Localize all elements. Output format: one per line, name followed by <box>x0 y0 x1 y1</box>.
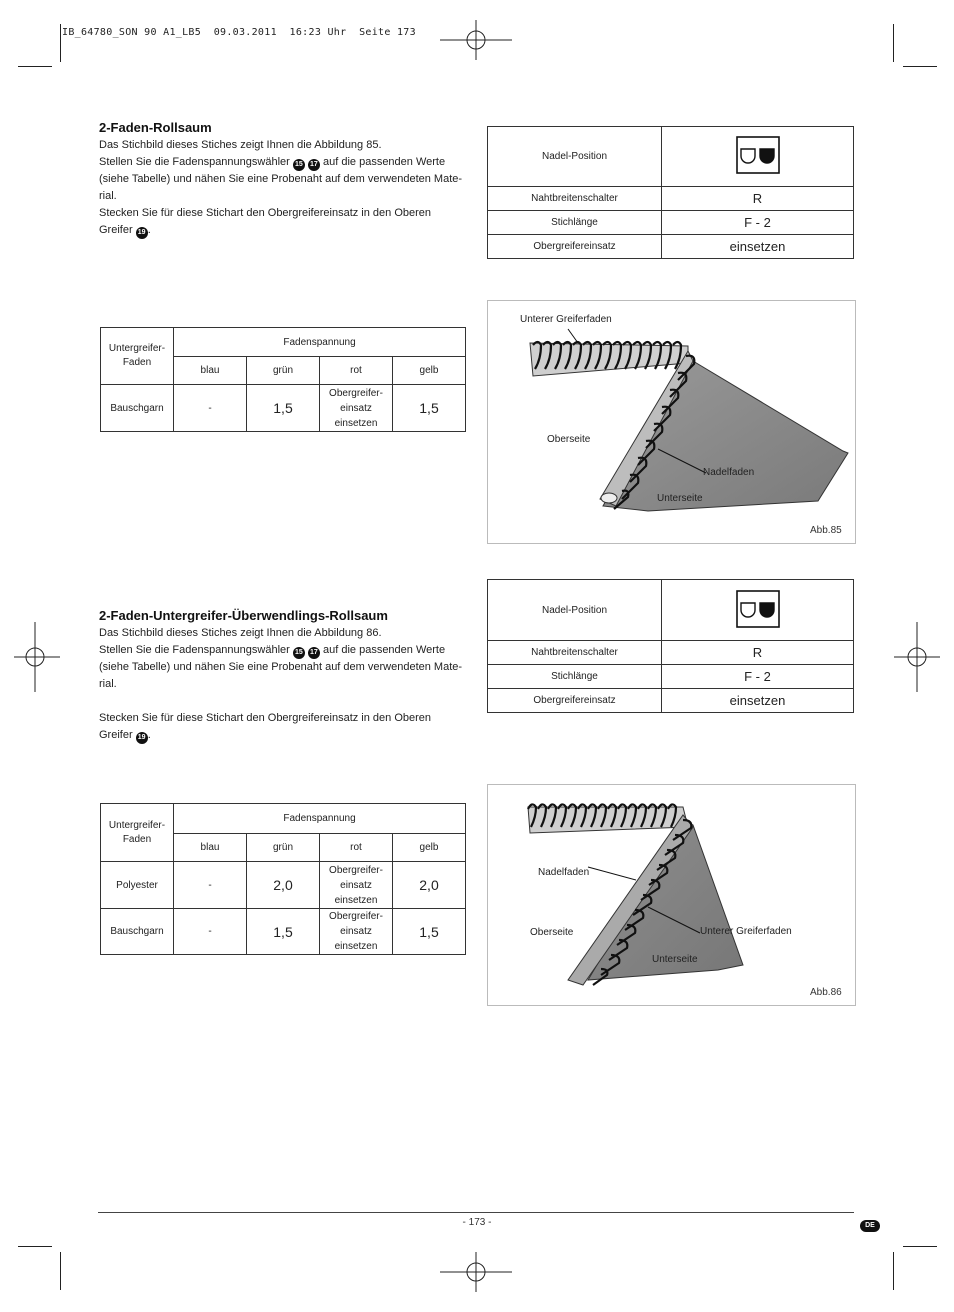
thread-cell: Polyester <box>101 862 174 909</box>
figure-86-label-lower-looper: Unterer Greiferfaden <box>700 926 792 937</box>
figure-86 <box>487 784 856 1006</box>
tension-table-2 <box>100 803 466 955</box>
col-gruen: grün <box>247 357 320 385</box>
crop-mark <box>18 66 52 67</box>
thread-cell: Bauschgarn <box>101 385 174 432</box>
registration-mark-right <box>894 622 940 692</box>
settings-table-2 <box>487 579 854 713</box>
width-switch-value: R <box>662 187 854 211</box>
needle-position-icon-cell <box>662 580 854 641</box>
section1-para2: Stellen Sie die Fadenspannungswähler 15 17 auf die passenden Werte <box>99 154 469 171</box>
figure-85-caption: Abb.85 <box>810 525 842 536</box>
section1-title: 2-Faden-Rollsaum <box>99 120 212 135</box>
figure-85-label-lower-looper: Unterer Greiferfaden <box>520 314 612 325</box>
col-blau: blau <box>174 357 247 385</box>
stitch-length-label: Stichlänge <box>488 211 662 235</box>
col-rot: rot <box>320 357 393 385</box>
settings-table-1 <box>487 126 854 259</box>
col-gruen: grün <box>247 834 320 862</box>
crop-mark <box>60 24 61 62</box>
footer-rule <box>98 1212 854 1213</box>
stitch-length-label: Stichlänge <box>488 665 662 689</box>
upper-looper-label: Obergreifereinsatz <box>488 689 662 713</box>
dial-17-badge: 17 <box>308 159 320 171</box>
col-blau: blau <box>174 834 247 862</box>
crop-mark <box>60 1252 61 1290</box>
section2-text: Das Stichbild dieses Stiches zeigt Ihnen die Abbildung 86. Stellen Sie die Fadenspannungswähler 15 17 auf die passenden Werte (siehe Tabelle) und nähen Sie eine Probenaht auf dem verwendeten Mate- rial. Stecken Sie für diese Stichart den Obergreifereinsatz in den Oberen Greifer 19 . <box>99 625 469 744</box>
tension-header: Fadenspannung <box>174 328 466 357</box>
gruen-cell: 1,5 <box>247 909 320 955</box>
figure-85 <box>487 300 856 544</box>
gruen-cell: 2,0 <box>247 862 320 909</box>
section1-text: Das Stichbild dieses Stiches zeigt Ihnen die Abbildung 85. Stellen Sie die Fadenspannungswähler 15 17 auf die passenden Werte (siehe Tabelle) und nähen Sie eine Probenaht auf dem verwendeten Mate- rial. Stecken Sie für diese Stichart den Obergreifereinsatz in den Oberen Greifer 19 . <box>99 137 469 239</box>
dial-15-badge: 15 <box>293 159 305 171</box>
crop-mark <box>903 66 937 67</box>
section2-title: 2-Faden-Untergreifer-Überwendlings-Rollsaum <box>99 608 388 623</box>
gruen-cell: 1,5 <box>247 385 320 432</box>
needle-position-icon <box>736 136 780 174</box>
looper-19-badge: 19 <box>136 732 148 744</box>
blau-cell: - <box>174 862 247 909</box>
lower-thread-header: Untergreifer- Faden <box>101 804 174 862</box>
figure-86-label-top-side: Oberseite <box>530 927 574 938</box>
needle-position-label: Nadel-Position <box>488 580 662 641</box>
figure-86-caption: Abb.86 <box>810 987 842 998</box>
section1-para1: Das Stichbild dieses Stiches zeigt Ihnen die Abbildung 85. <box>99 139 382 151</box>
language-badge: DE <box>860 1220 880 1232</box>
upper-looper-value: einsetzen <box>662 689 854 713</box>
lower-thread-header: Untergreifer- Faden <box>101 328 174 385</box>
registration-mark-left <box>14 622 60 692</box>
page-number: - 173 - <box>462 1217 492 1228</box>
thread-cell: Bauschgarn <box>101 909 174 955</box>
col-gelb: gelb <box>393 834 466 862</box>
gelb-cell: 1,5 <box>393 385 466 432</box>
crop-mark <box>903 1246 937 1247</box>
needle-position-label: Nadel-Position <box>488 127 662 187</box>
width-switch-value: R <box>662 641 854 665</box>
table-row <box>101 862 466 909</box>
tension-header: Fadenspannung <box>174 804 466 834</box>
figure-86-label-needle-thread: Nadelfaden <box>538 867 590 878</box>
upper-looper-value: einsetzen <box>662 235 854 259</box>
stitch-length-value: F - 2 <box>662 665 854 689</box>
figure-86-label-bottom-side: Unterseite <box>652 954 698 965</box>
gelb-cell: 2,0 <box>393 862 466 909</box>
registration-mark-top <box>440 20 512 60</box>
tension-table-1 <box>100 327 466 432</box>
width-switch-label: Nahtbreitenschalter <box>488 187 662 211</box>
rot-cell: Obergreifer- einsatz einsetzen <box>320 909 393 955</box>
looper-19-badge: 19 <box>136 227 148 239</box>
rolled-hem-illustration-2 <box>488 785 855 1005</box>
blau-cell: - <box>174 909 247 955</box>
needle-position-icon-cell <box>662 127 854 187</box>
figure-85-label-top-side: Oberseite <box>547 434 591 445</box>
dial-15-badge: 15 <box>293 647 305 659</box>
section2-para1: Das Stichbild dieses Stiches zeigt Ihnen die Abbildung 86. <box>99 627 382 639</box>
col-rot: rot <box>320 834 393 862</box>
figure-85-label-bottom-side: Unterseite <box>657 493 703 504</box>
width-switch-label: Nahtbreitenschalter <box>488 641 662 665</box>
registration-mark-bottom <box>440 1252 512 1292</box>
rolled-hem-illustration-1 <box>488 301 855 543</box>
crop-mark <box>893 24 894 62</box>
needle-position-icon <box>736 590 780 628</box>
gelb-cell: 1,5 <box>393 909 466 955</box>
stitch-length-value: F - 2 <box>662 211 854 235</box>
section2-para2: Stellen Sie die Fadenspannungswähler 15 17 auf die passenden Werte <box>99 642 469 659</box>
upper-looper-label: Obergreifereinsatz <box>488 235 662 259</box>
crop-mark <box>18 1246 52 1247</box>
dial-17-badge: 17 <box>308 647 320 659</box>
col-gelb: gelb <box>393 357 466 385</box>
table-row <box>101 385 466 432</box>
print-imprint: IB_64780_SON 90 A1_LB5 09.03.2011 16:23 Uhr Seite 173 <box>62 27 416 38</box>
crop-mark <box>893 1252 894 1290</box>
rot-cell: Obergreifer- einsatz einsetzen <box>320 862 393 909</box>
blau-cell: - <box>174 385 247 432</box>
rot-cell: Obergreifer- einsatz einsetzen <box>320 385 393 432</box>
table-row <box>101 909 466 955</box>
figure-85-label-needle-thread: Nadelfaden <box>703 467 755 478</box>
